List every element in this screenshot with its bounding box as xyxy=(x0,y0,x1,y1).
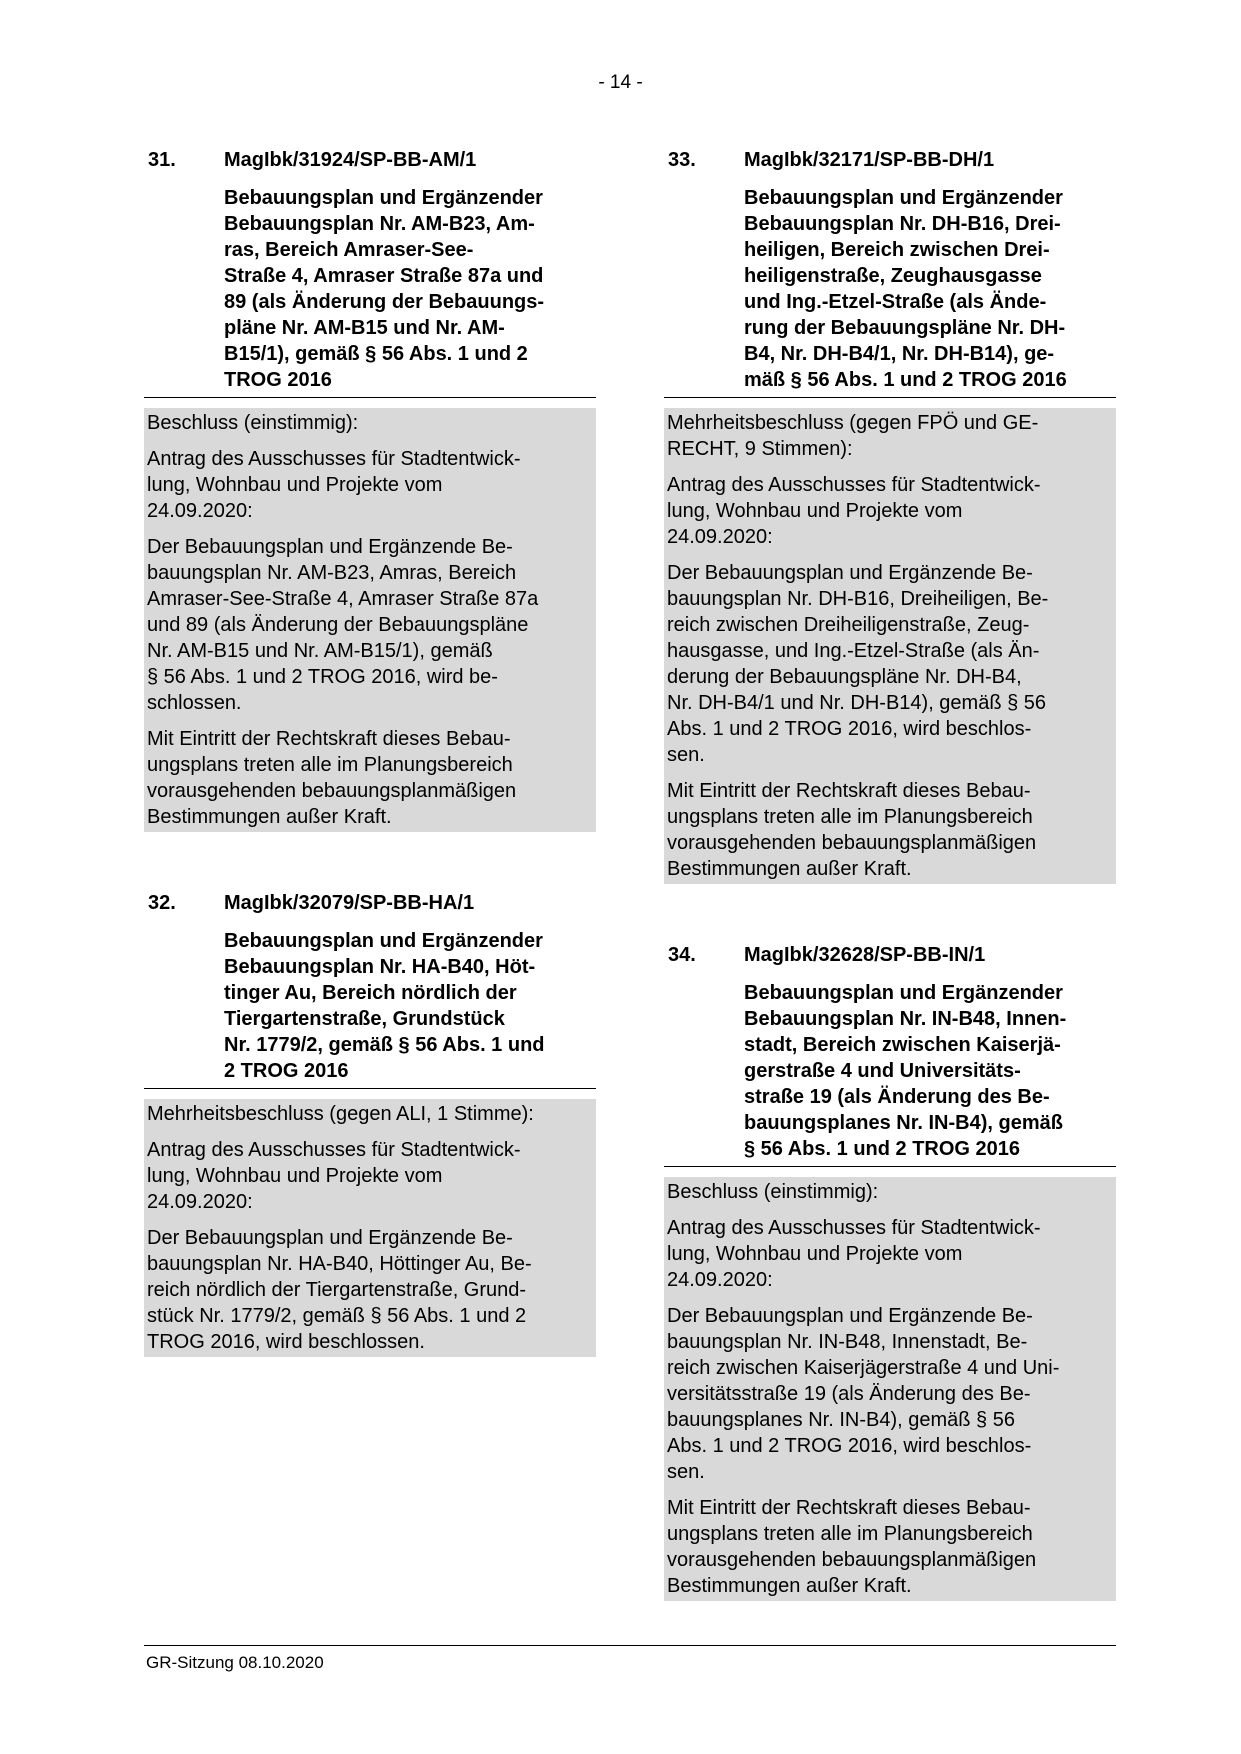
motion-text: Antrag des Ausschusses für Stadtentwick- lung, Wohnbau und Projekte vom 24.09.2020: xyxy=(667,1217,1041,1291)
title-divider xyxy=(664,1166,1116,1167)
title-line: Bebauungsplan Nr. AM-B23, Am- xyxy=(224,213,535,235)
title-line: straße 19 (als Änderung des Be- xyxy=(744,1086,1050,1108)
title-line: TROG 2016 xyxy=(224,369,332,391)
agenda-item-32 xyxy=(144,890,596,1357)
footer-divider xyxy=(144,1645,1116,1646)
title-line: Tiergartenstraße, Grundstück xyxy=(224,1008,505,1030)
motion-text: Antrag des Ausschusses für Stadtentwick- lung, Wohnbau und Projekte vom 24.09.2020: xyxy=(667,474,1041,548)
resolution-text: Der Bebauungsplan und Ergänzende Be- bauungsplan Nr. DH-B16, Dreiheiligen, Be- reich zwischen Dreiheiligenstraße, Zeug- hausgasse, und Ing.-Etzel-Straße (als Än- derung der Bebauungspläne Nr. DH-B4, Nr. DH-B4/1 und Nr. DH-B14), gemäß § 56 Abs. 1 und 2 TROG 2016, wird beschlos- sen. xyxy=(667,562,1049,766)
item-code: MagIbk/32171/SP-BB-DH/1 xyxy=(744,149,995,171)
decision-text: Mehrheitsbeschluss (gegen FPÖ und GE- RECHT, 9 Stimmen): xyxy=(667,412,1039,460)
item-heading xyxy=(664,942,1116,968)
agenda-item-34 xyxy=(664,942,1116,1601)
title-line: rung der Bebauungspläne Nr. DH- xyxy=(744,317,1066,339)
title-divider xyxy=(144,1088,596,1089)
title-divider xyxy=(664,397,1116,398)
resolution-box xyxy=(664,408,1116,884)
item-heading xyxy=(144,890,596,916)
decision-text: Beschluss (einstimmig): xyxy=(667,1181,879,1203)
effect-text: Mit Eintritt der Rechtskraft dieses Bebau- ungsplans treten alle im Planungsbereich vorausgehenden bebauungsplanmäßigen Bestimmungen außer Kraft. xyxy=(147,728,517,828)
title-line: ras, Bereich Amraser-See- xyxy=(224,239,474,261)
title-line: 89 (als Änderung der Bebauungs- xyxy=(224,291,545,313)
title-line: B4, Nr. DH-B4/1, Nr. DH-B14), ge- xyxy=(744,343,1055,365)
item-code: MagIbk/31924/SP-BB-AM/1 xyxy=(224,149,477,171)
title-line: tinger Au, Bereich nördlich der xyxy=(224,982,517,1004)
title-line: 2 TROG 2016 xyxy=(224,1060,349,1082)
title-line: Bebauungsplan und Ergänzender xyxy=(744,982,1063,1004)
item-heading xyxy=(664,147,1116,173)
item-title xyxy=(224,185,596,395)
decision-text: Mehrheitsbeschluss (gegen ALI, 1 Stimme): xyxy=(147,1103,534,1125)
resolution-text: Der Bebauungsplan und Ergänzende Be- bauungsplan Nr. HA-B40, Höttinger Au, Be- reich nördlich der Tiergartenstraße, Grund- stück Nr. 1779/2, gemäß § 56 Abs. 1 und 2 TROG 2016, wird beschlossen. xyxy=(147,1227,532,1353)
title-line: Bebauungsplan Nr. IN-B48, Innen- xyxy=(744,1008,1067,1030)
resolution-text: Der Bebauungsplan und Ergänzende Be- bauungsplan Nr. IN-B48, Innenstadt, Be- reich zwischen Kaiserjägerstraße 4 und Uni- versitätsstraße 19 (als Änderung des Be- bauungsplanes Nr. IN-B4), gemäß § 56 Abs. 1 und 2 TROG 2016, wird beschlos- sen. xyxy=(667,1305,1060,1483)
title-line: Straße 4, Amraser Straße 87a und xyxy=(224,265,544,287)
resolution-box xyxy=(664,1177,1116,1601)
item-code: MagIbk/32079/SP-BB-HA/1 xyxy=(224,892,475,914)
item-code: MagIbk/32628/SP-BB-IN/1 xyxy=(744,944,986,966)
agenda-item-31 xyxy=(144,147,596,832)
title-divider xyxy=(144,397,596,398)
title-line: Bebauungsplan Nr. DH-B16, Drei- xyxy=(744,213,1061,235)
title-line: Bebauungsplan und Ergänzender xyxy=(224,187,543,209)
effect-text: Mit Eintritt der Rechtskraft dieses Bebau- ungsplans treten alle im Planungsbereich vorausgehenden bebauungsplanmäßigen Bestimmungen außer Kraft. xyxy=(667,1497,1037,1597)
resolution-text: Der Bebauungsplan und Ergänzende Be- bauungsplan Nr. AM-B23, Amras, Bereich Amraser-See-Straße 4, Amraser Straße 87a und 89 (als Änderung der Bebauungspläne Nr. AM-B15 und Nr. AM-B15/1), gemäß § 56 Abs. 1 und 2 TROG 2016, wird be- schlossen. xyxy=(147,536,539,714)
title-line: pläne Nr. AM-B15 und Nr. AM- xyxy=(224,317,505,339)
item-number: 31. xyxy=(148,149,176,171)
item-heading xyxy=(144,147,596,173)
title-line: und Ing.-Etzel-Straße (als Ände- xyxy=(744,291,1047,313)
motion-text: Antrag des Ausschusses für Stadtentwick- lung, Wohnbau und Projekte vom 24.09.2020: xyxy=(147,1139,521,1213)
title-line: bauungsplanes Nr. IN-B4), gemäß xyxy=(744,1112,1063,1134)
title-line: heiligenstraße, Zeughausgasse xyxy=(744,265,1042,287)
title-line: B15/1), gemäß § 56 Abs. 1 und 2 xyxy=(224,343,528,365)
motion-text: Antrag des Ausschusses für Stadtentwick- lung, Wohnbau und Projekte vom 24.09.2020: xyxy=(147,448,521,522)
title-line: stadt, Bereich zwischen Kaiserjä- xyxy=(744,1034,1061,1056)
effect-text: Mit Eintritt der Rechtskraft dieses Bebau- ungsplans treten alle im Planungsbereich vorausgehenden bebauungsplanmäßigen Bestimmungen außer Kraft. xyxy=(667,780,1037,880)
page-number: - 14 - xyxy=(598,72,643,93)
item-title xyxy=(224,928,596,1086)
item-number: 33. xyxy=(668,149,696,171)
title-line: Bebauungsplan und Ergänzender xyxy=(224,930,543,952)
agenda-item-33 xyxy=(664,147,1116,884)
item-title xyxy=(744,980,1116,1164)
item-number: 34. xyxy=(668,944,696,966)
title-line: heiligen, Bereich zwischen Drei- xyxy=(744,239,1050,261)
title-line: Bebauungsplan Nr. HA-B40, Höt- xyxy=(224,956,536,978)
title-line: Bebauungsplan und Ergänzender xyxy=(744,187,1063,209)
item-number: 32. xyxy=(148,892,176,914)
decision-text: Beschluss (einstimmig): xyxy=(147,412,359,434)
title-line: mäß § 56 Abs. 1 und 2 TROG 2016 xyxy=(744,369,1067,391)
resolution-box xyxy=(144,408,596,832)
resolution-box xyxy=(144,1099,596,1357)
title-line: § 56 Abs. 1 und 2 TROG 2016 xyxy=(744,1138,1021,1160)
item-title xyxy=(744,185,1116,395)
footer-text: GR-Sitzung 08.10.2020 xyxy=(146,1653,324,1672)
title-line: gerstraße 4 und Universitäts- xyxy=(744,1060,1021,1082)
title-line: Nr. 1779/2, gemäß § 56 Abs. 1 und xyxy=(224,1034,545,1056)
